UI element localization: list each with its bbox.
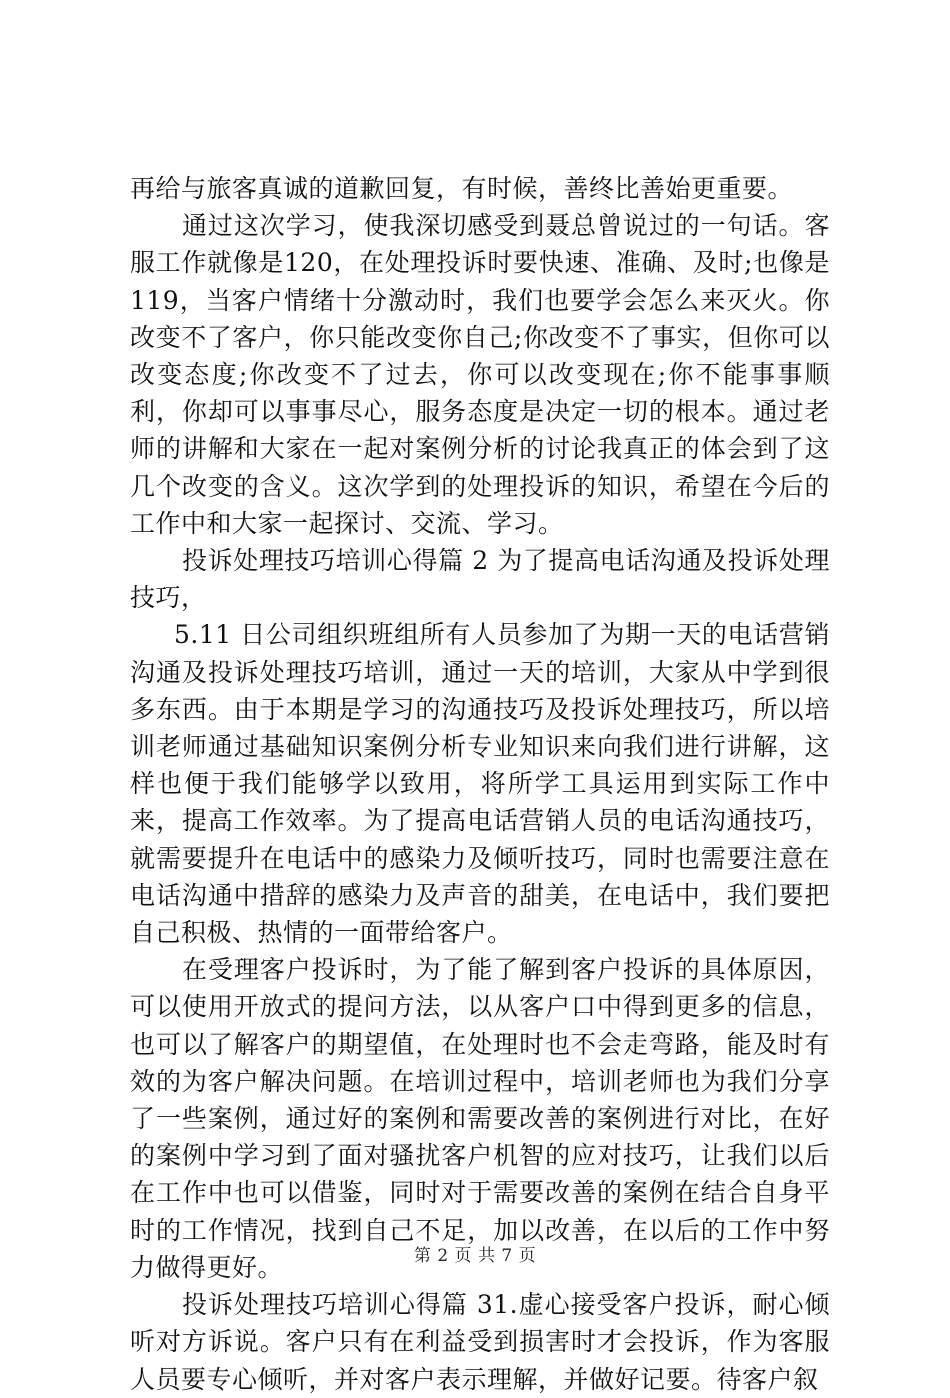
page-number-footer: 第 2 页 共 7 页 (413, 1246, 537, 1266)
paragraph-2: 通过这次学习，使我深切感受到聂总曾说过的一句话。客服工作就像是120，在处理投诉时要快速、准确、及时;也像是119，当客户情绪十分激动时，我们也要学会怎么来灭火。你改变不了客户，你只能改变你自己;你改变不了事实，但你可以改变态度;你改变不了过去，你可以改变现在;你不能事事顺利，你却可以事事尽心，服务态度是决定一切的根本。通过老师的讲解和大家在一起对案例分析的讨论我真正的体会到了这几个改变的含义。这次学到的处理投诉的知识，希望在今后的工作中和大家一起探讨、交流、学习。 (130, 211, 830, 538)
document-body (130, 170, 830, 1398)
paragraph-1: 再给与旅客真诚的道歉回复，有时候，善终比善始更重要。 (130, 174, 794, 203)
paragraph-3: 投诉处理技巧培训心得篇 2 为了提高电话沟通及投诉处理技巧， (130, 546, 830, 613)
paragraph-6: 投诉处理技巧培训心得篇 31.虚心接受客户投诉，耐心倾听对方诉说。客户只有在利益受到损害时才会投诉，作为客服人员要专心倾听，并对客户表示理解，并做好记要。待客户叙 (130, 1290, 830, 1394)
paragraph-5: 在受理客户投诉时，为了能了解到客户投诉的具体原因，可以使用开放式的提问方法，以从客户口中得到更多的信息，也可以了解客户的期望值，在处理时也不会走弯路，能及时有效的为客户解决问题。在培训过程中，培训老师也为我们分享了一些案例，通过好的案例和需要改善的案例进行对比，在好的案例中学习到了面对骚扰客户机智的应对技巧，让我们以后在工作中也可以借鉴，同时对于需要改善的案例在结合自身平时的工作情况，找到自己不足，加以改善，在以后的工作中努力做得更好。 (130, 955, 830, 1282)
paragraph-4: 5.11 日公司组织班组所有人员参加了为期一天的电话营销沟通及投诉处理技巧培训，通过一天的培训，大家从中学到很多东西。由于本期是学习的沟通技巧及投诉处理技巧，所以培训老师通过基础知识案例分析专业知识来向我们进行讲解，这样也便于我们能够学以致用，将所学工具运用到实际工作中来，提高工作效率。为了提高电话营销人员的电话沟通技巧，就需要提升在电话中的感染力及倾听技巧，同时也需要注意在电话沟通中措辞的感染力及声音的甜美，在电话中，我们要把自己积极、热情的一面带给客户。 (130, 620, 830, 948)
